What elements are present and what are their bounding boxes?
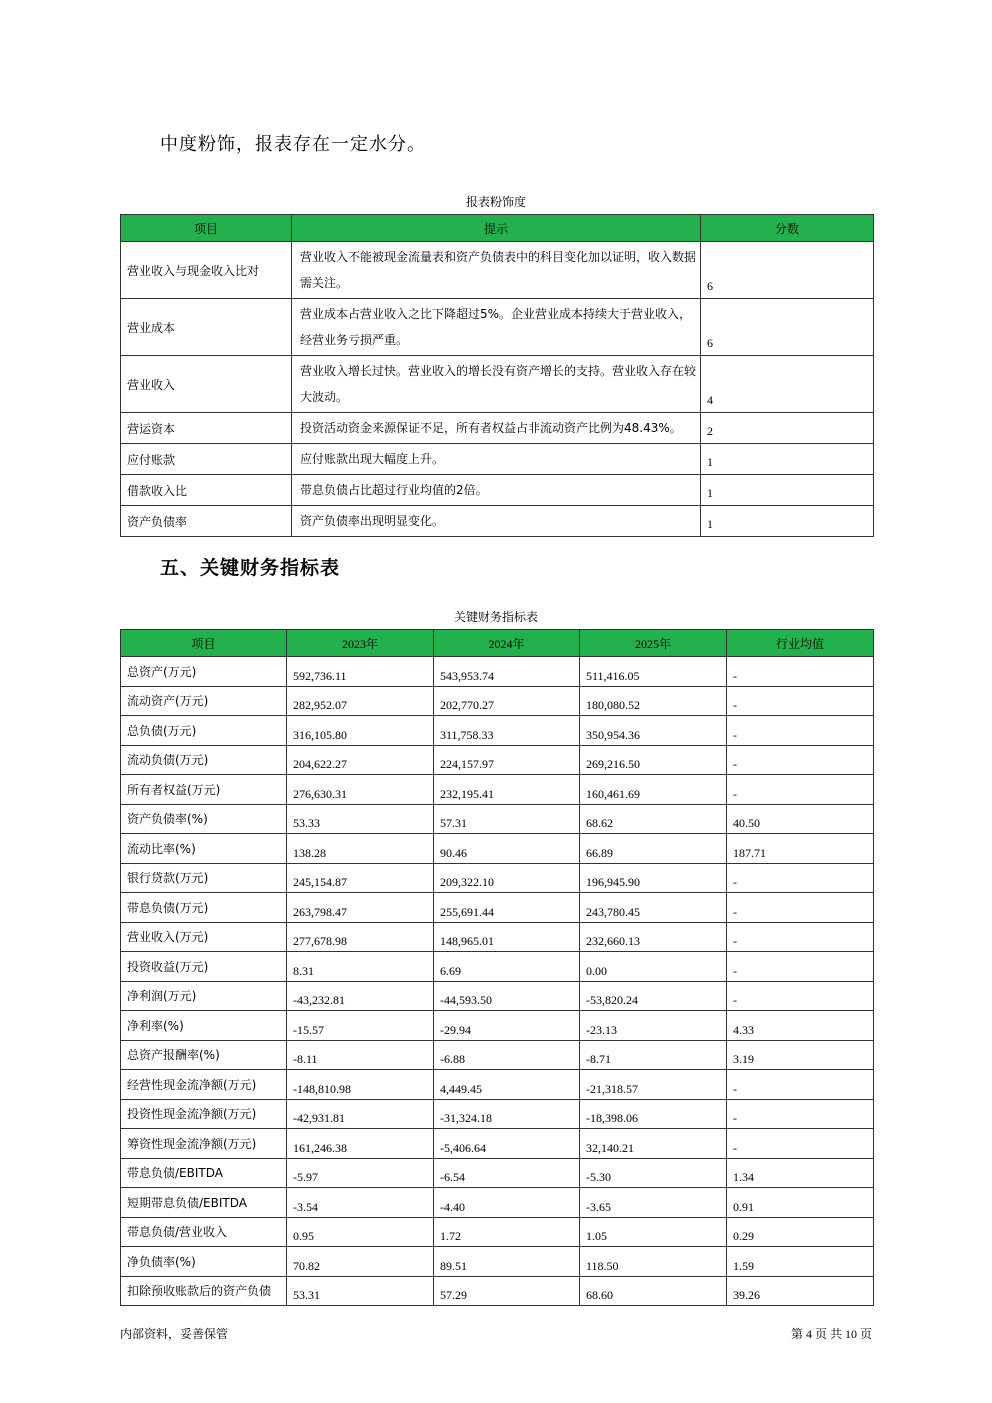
- table2-cell-2024: -44,593.50: [434, 981, 580, 1011]
- table2-row: [121, 863, 874, 893]
- table2-cell-2024: 224,157.97: [434, 745, 580, 775]
- table1-row: [121, 299, 874, 356]
- table2-cell-item: 经营性现金流净额(万元): [121, 1070, 287, 1100]
- table1-row: [121, 475, 874, 506]
- table2-cell-industry-avg: -: [727, 863, 874, 893]
- table2-row: [121, 1276, 874, 1306]
- table2-cell-2024: 1.72: [434, 1217, 580, 1247]
- table2-cell-item: 净负债率(%): [121, 1247, 287, 1277]
- table1-cell-item: 营业成本: [121, 299, 292, 356]
- table2-cell-industry-avg: 1.34: [727, 1158, 874, 1188]
- table2-cell-2023: -43,232.81: [287, 981, 434, 1011]
- table2-cell-item: 银行贷款(万元): [121, 863, 287, 893]
- table2-cell-2023: -5.97: [287, 1158, 434, 1188]
- table2-cell-2025: 32,140.21: [580, 1129, 727, 1159]
- table1-row: [121, 356, 874, 413]
- table2-row: [121, 981, 874, 1011]
- table2-cell-2023: 53.31: [287, 1276, 434, 1306]
- table2-cell-2025: 118.50: [580, 1247, 727, 1277]
- table1-caption: 报表粉饰度: [465, 195, 526, 209]
- table2-row: [121, 775, 874, 805]
- table2-cell-2024: 232,195.41: [434, 775, 580, 805]
- table2-cell-2023: 204,622.27: [287, 745, 434, 775]
- table2-cell-2023: -3.54: [287, 1188, 434, 1218]
- table2-cell-2024: 148,965.01: [434, 922, 580, 952]
- table1-cell-hint: 带息负债占比超过行业均值的2倍。: [292, 475, 701, 506]
- intro-text: 中度粉饰，报表存在一定水分。: [160, 134, 426, 155]
- table1-cell-item: 营业收入: [121, 356, 292, 413]
- table2-cell-2025: -5.30: [580, 1158, 727, 1188]
- table2-row: [121, 922, 874, 952]
- table1-cell-score: 1: [701, 475, 874, 506]
- table2-cell-2024: -6.88: [434, 1040, 580, 1070]
- table2-cell-industry-avg: 1.59: [727, 1247, 874, 1277]
- table2-cell-2025: 511,416.05: [580, 657, 727, 687]
- table2-cell-item: 净利润(万元): [121, 981, 287, 1011]
- table2-cell-2024: -4.40: [434, 1188, 580, 1218]
- table2-row: [121, 1158, 874, 1188]
- table2-cell-2024: 209,322.10: [434, 863, 580, 893]
- table2-row: [121, 1099, 874, 1129]
- table2-cell-2025: 350,954.36: [580, 716, 727, 746]
- table2-row: [121, 804, 874, 834]
- table2-cell-2023: 161,246.38: [287, 1129, 434, 1159]
- table2-cell-industry-avg: -: [727, 952, 874, 982]
- table2-cell-item: 带息负债(万元): [121, 893, 287, 923]
- table2-cell-2025: 68.60: [580, 1276, 727, 1306]
- table2-cell-item: 净利率(%): [121, 1011, 287, 1041]
- table2-row: [121, 657, 874, 687]
- table2-cell-2023: 70.82: [287, 1247, 434, 1277]
- table2-cell-2023: 592,736.11: [287, 657, 434, 687]
- table2-cell-2023: 277,678.98: [287, 922, 434, 952]
- table2-cell-2024: 6.69: [434, 952, 580, 982]
- table2-cell-2024: 90.46: [434, 834, 580, 864]
- table1-cell-score: 6: [701, 299, 874, 356]
- table2-cell-industry-avg: -: [727, 893, 874, 923]
- table2-cell-item: 流动负债(万元): [121, 745, 287, 775]
- table1-cell-item: 营业收入与现金收入比对: [121, 242, 292, 299]
- table2-row: [121, 1129, 874, 1159]
- table1-cell-item: 应付账款: [121, 444, 292, 475]
- table2-row: [121, 952, 874, 982]
- table2-cell-industry-avg: -: [727, 1070, 874, 1100]
- table1-cell-hint: 营业收入不能被现金流量表和资产负债表中的科目变化加以证明，收入数据需关注。: [292, 242, 701, 299]
- table2-cell-2025: 1.05: [580, 1217, 727, 1247]
- table2-cell-industry-avg: -: [727, 745, 874, 775]
- table2-cell-2024: 57.29: [434, 1276, 580, 1306]
- table1-row: [121, 242, 874, 299]
- table2-cell-2023: 53.33: [287, 804, 434, 834]
- table2-row: [121, 1070, 874, 1100]
- table2-cell-2024: -6.54: [434, 1158, 580, 1188]
- table2-cell-2024: 89.51: [434, 1247, 580, 1277]
- table2-cell-2023: -8.11: [287, 1040, 434, 1070]
- table1-header-hint: 提示: [292, 215, 701, 242]
- table2-cell-industry-avg: -: [727, 1099, 874, 1129]
- table2-cell-item: 投资性现金流净额(万元): [121, 1099, 287, 1129]
- table2-header-2023: 2023年: [287, 630, 434, 657]
- table2-header-item: 项目: [121, 630, 287, 657]
- table2-cell-2025: 160,461.69: [580, 775, 727, 805]
- table2-cell-item: 投资收益(万元): [121, 952, 287, 982]
- section-title: 五、关键财务指标表: [160, 557, 341, 579]
- table2-cell-industry-avg: -: [727, 686, 874, 716]
- table2-cell-2024: -31,324.18: [434, 1099, 580, 1129]
- footer-page-number: 第 4 页 共 10 页: [790, 1327, 872, 1341]
- table2-cell-2023: -15.57: [287, 1011, 434, 1041]
- table2-caption: 关键财务指标表: [453, 610, 538, 624]
- table1-cell-score: 2: [701, 413, 874, 444]
- table2-cell-2023: 316,105.80: [287, 716, 434, 746]
- table2-cell-industry-avg: 39.26: [727, 1276, 874, 1306]
- table2-cell-item: 总负债(万元): [121, 716, 287, 746]
- table1-header-row: [121, 215, 874, 242]
- table2-cell-2024: 202,770.27: [434, 686, 580, 716]
- table2-cell-2025: 269,216.50: [580, 745, 727, 775]
- table2-cell-industry-avg: 40.50: [727, 804, 874, 834]
- table2-cell-2023: 276,630.31: [287, 775, 434, 805]
- table2-cell-2023: 138.28: [287, 834, 434, 864]
- table2-cell-industry-avg: 187.71: [727, 834, 874, 864]
- table1-cell-hint: 应付账款出现大幅度上升。: [292, 444, 701, 475]
- table2-cell-industry-avg: -: [727, 922, 874, 952]
- table1-cell-score: 1: [701, 506, 874, 537]
- table2-row: [121, 1011, 874, 1041]
- key-metrics-table: [120, 629, 874, 1306]
- table2-row: [121, 1040, 874, 1070]
- table2-cell-item: 流动比率(%): [121, 834, 287, 864]
- table2-cell-industry-avg: -: [727, 716, 874, 746]
- table1-cell-score: 6: [701, 242, 874, 299]
- table2-cell-2025: 66.89: [580, 834, 727, 864]
- table1-cell-item: 营运资本: [121, 413, 292, 444]
- table2-row: [121, 686, 874, 716]
- table2-cell-2024: 311,758.33: [434, 716, 580, 746]
- table2-cell-2023: 8.31: [287, 952, 434, 982]
- table2-cell-2023: 245,154.87: [287, 863, 434, 893]
- table2-cell-2025: 232,660.13: [580, 922, 727, 952]
- table2-row: [121, 716, 874, 746]
- table2-cell-2025: -21,318.57: [580, 1070, 727, 1100]
- table2-cell-item: 总资产报酬率(%): [121, 1040, 287, 1070]
- table2-header-row: [121, 630, 874, 657]
- table2-cell-item: 筹资性现金流净额(万元): [121, 1129, 287, 1159]
- table2-cell-item: 所有者权益(万元): [121, 775, 287, 805]
- table2-header-2024: 2024年: [434, 630, 580, 657]
- table2-cell-industry-avg: -: [727, 775, 874, 805]
- table2-cell-2025: 196,945.90: [580, 863, 727, 893]
- table1-header-item: 项目: [121, 215, 292, 242]
- table2-cell-2025: -53,820.24: [580, 981, 727, 1011]
- table2-cell-item: 带息负债/营业收入: [121, 1217, 287, 1247]
- table2-cell-2025: -8.71: [580, 1040, 727, 1070]
- table1-row: [121, 506, 874, 537]
- table2-header-industry-avg: 行业均值: [727, 630, 874, 657]
- table1-cell-item: 借款收入比: [121, 475, 292, 506]
- table2-cell-2025: 243,780.45: [580, 893, 727, 923]
- table2-cell-2025: 68.62: [580, 804, 727, 834]
- table2-cell-2023: 0.95: [287, 1217, 434, 1247]
- table2-cell-2025: -23.13: [580, 1011, 727, 1041]
- table2-cell-item: 短期带息负债/EBITDA: [121, 1188, 287, 1218]
- table2-cell-industry-avg: 3.19: [727, 1040, 874, 1070]
- table1-cell-hint: 投资活动资金来源保证不足，所有者权益占非流动资产比例为48.43%。: [292, 413, 701, 444]
- table2-cell-item: 资产负债率(%): [121, 804, 287, 834]
- table2-cell-item: 流动资产(万元): [121, 686, 287, 716]
- table2-row: [121, 893, 874, 923]
- table2-cell-industry-avg: 0.29: [727, 1217, 874, 1247]
- table1-cell-score: 1: [701, 444, 874, 475]
- table2-cell-2023: 282,952.07: [287, 686, 434, 716]
- table2-row: [121, 1217, 874, 1247]
- table2-cell-2025: -3.65: [580, 1188, 727, 1218]
- table2-cell-industry-avg: 0.91: [727, 1188, 874, 1218]
- table2-cell-2025: 0.00: [580, 952, 727, 982]
- table2-row: [121, 834, 874, 864]
- footer-confidential: 内部资料，妥善保管: [120, 1327, 229, 1341]
- table2-cell-2023: -148,810.98: [287, 1070, 434, 1100]
- table2-cell-2024: -5,406.64: [434, 1129, 580, 1159]
- table2-cell-2025: 180,080.52: [580, 686, 727, 716]
- window-dressing-table: [120, 214, 874, 537]
- table1-cell-hint: 营业成本占营业收入之比下降超过5%。企业营业成本持续大于营业收入，经营业务亏损严重。: [292, 299, 701, 356]
- table2-cell-item: 总资产(万元): [121, 657, 287, 687]
- table2-cell-2024: 543,953.74: [434, 657, 580, 687]
- table2-row: [121, 1188, 874, 1218]
- table1-cell-hint: 营业收入增长过快。营业收入的增长没有资产增长的支持。营业收入存在较大波动。: [292, 356, 701, 413]
- table2-cell-item: 扣除预收账款后的资产负债: [121, 1276, 287, 1306]
- table2-cell-2024: 57.31: [434, 804, 580, 834]
- table2-cell-industry-avg: -: [727, 1129, 874, 1159]
- table2-cell-item: 带息负债/EBITDA: [121, 1158, 287, 1188]
- table2-cell-industry-avg: -: [727, 981, 874, 1011]
- table2-cell-2024: 255,691.44: [434, 893, 580, 923]
- table2-cell-2023: 263,798.47: [287, 893, 434, 923]
- table2-cell-2025: -18,398.06: [580, 1099, 727, 1129]
- table1-header-score: 分数: [701, 215, 874, 242]
- table2-cell-2024: 4,449.45: [434, 1070, 580, 1100]
- table2-cell-industry-avg: 4.33: [727, 1011, 874, 1041]
- table2-row: [121, 1247, 874, 1277]
- table2-cell-industry-avg: -: [727, 657, 874, 687]
- table2-header-2025: 2025年: [580, 630, 727, 657]
- table1-row: [121, 413, 874, 444]
- table1-cell-score: 4: [701, 356, 874, 413]
- table1-cell-hint: 资产负债率出现明显变化。: [292, 506, 701, 537]
- table2-row: [121, 745, 874, 775]
- table2-cell-item: 营业收入(万元): [121, 922, 287, 952]
- table1-row: [121, 444, 874, 475]
- table1-cell-item: 资产负债率: [121, 506, 292, 537]
- table2-cell-2023: -42,931.81: [287, 1099, 434, 1129]
- table2-cell-2024: -29.94: [434, 1011, 580, 1041]
